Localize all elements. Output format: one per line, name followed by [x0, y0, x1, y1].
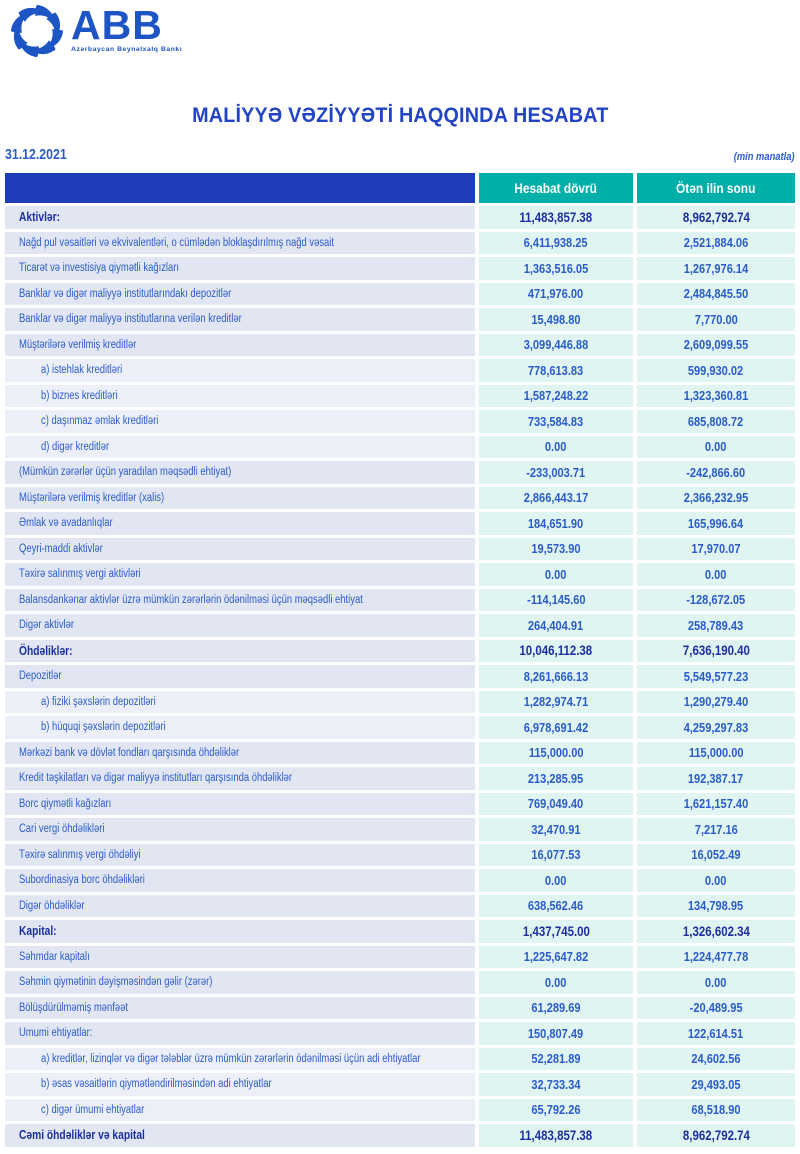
row-value-previous	[637, 334, 795, 357]
row-value-current-text: 65,792.26	[531, 1102, 581, 1118]
row-value-previous-text: 1,326,602.34	[682, 923, 750, 939]
row-label: c) digər ümumi ehtiyatlar	[41, 1103, 145, 1116]
row-value-current-text: 0.00	[545, 439, 567, 455]
report-date	[5, 147, 78, 163]
row-value-previous-text: 0.00	[705, 566, 727, 582]
row-value-previous-text: 1,621,157.40	[683, 796, 749, 812]
row-value-current-text: -233,003.71	[526, 464, 586, 480]
abb-logo-text	[71, 2, 182, 53]
row-label-cell	[5, 563, 475, 586]
row-value-previous-text: 2,521,884.06	[683, 235, 749, 251]
row-label-cell	[5, 997, 475, 1020]
column-header-previous-year-end	[637, 173, 795, 203]
report-date-text: 31.12.2021	[5, 147, 67, 163]
row-label-cell	[5, 461, 475, 484]
row-value-current-text: 1,225,647.82	[523, 949, 589, 965]
row-value-current-text: 19,573.90	[531, 541, 581, 557]
abb-wordmark: ABB	[71, 2, 163, 48]
row-value-current	[479, 410, 633, 433]
row-value-previous-text: 7,217.16	[694, 821, 738, 837]
row-value-previous	[637, 461, 795, 484]
row-label-cell	[5, 767, 475, 790]
row-label: d) digər kreditlər	[41, 440, 110, 453]
row-value-previous-text: 134,798.95	[688, 898, 744, 914]
row-label: Subordinasiya borc öhdəlikləri	[19, 874, 145, 887]
row-label-cell	[5, 487, 475, 510]
row-value-current	[479, 487, 633, 510]
table-header-spacer	[5, 173, 475, 203]
row-label-cell	[5, 385, 475, 408]
row-label: Digər aktivlər	[19, 619, 75, 632]
row-value-previous-text: 2,366,232.95	[683, 490, 749, 506]
row-value-current-text: 213,285.95	[528, 770, 584, 786]
row-value-previous	[637, 385, 795, 408]
row-value-current	[479, 461, 633, 484]
abb-pinwheel-icon	[8, 2, 66, 60]
row-value-current	[479, 512, 633, 535]
row-label-cell	[5, 436, 475, 459]
row-value-previous-text: 1,267,976.14	[683, 260, 749, 276]
row-value-previous-text: 8,962,792.74	[682, 209, 750, 225]
row-value-previous	[637, 614, 795, 637]
row-value-current-text: 733,584.83	[528, 413, 584, 429]
row-value-previous-text: -128,672.05	[686, 592, 746, 608]
row-value-current-text: 15,498.80	[531, 311, 581, 327]
row-value-current	[479, 589, 633, 612]
row-value-previous-text: -242,866.60	[686, 464, 746, 480]
row-label: Ümumi ehtiyatlar:	[19, 1027, 93, 1040]
abb-subtitle: Azərbaycan Beynəlxalq Bankı	[71, 45, 183, 53]
row-value-current	[479, 308, 633, 331]
row-value-current	[479, 895, 633, 918]
row-value-previous	[637, 359, 795, 382]
row-value-previous	[637, 742, 795, 765]
row-label: a) kreditlər, lizinqlər və digər tələblər üzrə mümkün zərərlərin ödənilməsi üçün adi ehtiyatlar	[41, 1052, 421, 1065]
row-value-previous	[637, 895, 795, 918]
row-value-previous	[637, 1048, 795, 1071]
row-label-cell	[5, 257, 475, 280]
row-value-current	[479, 1124, 633, 1147]
row-value-previous	[637, 1124, 795, 1147]
row-value-previous	[637, 487, 795, 510]
row-label: (Mümkün zərərlər üçün yaradılan məqsədli ehtiyat)	[19, 466, 232, 479]
row-label: Təxirə salınmış vergi öhdəliyi	[19, 848, 141, 861]
row-value-current-text: 1,282,974.71	[523, 694, 589, 710]
row-value-current	[479, 665, 633, 688]
row-value-previous-text: 68,518.90	[691, 1102, 741, 1118]
row-label-cell	[5, 206, 475, 229]
row-label-cell	[5, 895, 475, 918]
row-value-previous	[637, 640, 795, 663]
row-value-current-text: 1,363,516.05	[523, 260, 589, 276]
row-value-previous	[637, 971, 795, 994]
row-value-current	[479, 997, 633, 1020]
row-value-current-text: 115,000.00	[528, 745, 584, 761]
row-value-previous	[637, 283, 795, 306]
row-value-previous	[637, 563, 795, 586]
row-label-cell	[5, 538, 475, 561]
row-value-previous-text: 29,493.05	[691, 1076, 741, 1092]
row-value-previous	[637, 793, 795, 816]
row-value-current	[479, 1048, 633, 1071]
row-label-cell	[5, 1073, 475, 1096]
row-value-current-text: 32,470.91	[531, 821, 581, 837]
row-value-previous	[637, 818, 795, 841]
row-value-previous	[637, 257, 795, 280]
row-value-current-text: 778,613.83	[528, 362, 584, 378]
row-value-current	[479, 742, 633, 765]
row-value-current	[479, 257, 633, 280]
row-value-current-text: 150,807.49	[528, 1025, 584, 1041]
row-value-previous-text: 1,290,279.40	[683, 694, 749, 710]
row-value-previous	[637, 869, 795, 892]
row-label: Digər öhdəliklər	[19, 899, 85, 912]
row-value-current	[479, 1099, 633, 1122]
row-label: Balansdankənar aktivlər üzrə mümkün zərərlərin ödənilməsi üçün məqsədli ehtiyat	[19, 593, 363, 606]
row-value-current	[479, 206, 633, 229]
row-label: a) istehlak kreditləri	[41, 364, 123, 377]
row-value-current	[479, 436, 633, 459]
row-value-previous-text: 1,224,477.78	[683, 949, 749, 965]
row-label: b) biznes kreditləri	[41, 389, 118, 402]
row-label: Öhdəliklər:	[19, 643, 73, 658]
row-value-current	[479, 946, 633, 969]
row-value-current	[479, 691, 633, 714]
row-value-current	[479, 971, 633, 994]
row-value-current	[479, 385, 633, 408]
row-value-previous-text: 685,808.72	[688, 413, 744, 429]
row-value-previous	[637, 410, 795, 433]
row-label-cell	[5, 691, 475, 714]
row-value-previous	[637, 767, 795, 790]
row-value-current	[479, 563, 633, 586]
row-value-current-text: 471,976.00	[528, 286, 584, 302]
row-label-cell	[5, 614, 475, 637]
row-label-cell	[5, 818, 475, 841]
row-value-current	[479, 538, 633, 561]
row-value-previous	[637, 1073, 795, 1096]
row-value-current	[479, 359, 633, 382]
row-value-current	[479, 283, 633, 306]
column-header-current-period	[479, 173, 633, 203]
row-value-previous-text: 0.00	[705, 439, 727, 455]
row-value-current-text: 1,587,248.22	[523, 388, 589, 404]
row-value-current-text: 61,289.69	[531, 1000, 581, 1016]
row-label: Səhmdar kapitalı	[19, 950, 90, 963]
row-label-cell	[5, 971, 475, 994]
row-label: Müştərilərə verilmiş kreditlər	[19, 338, 137, 351]
row-value-current-text: 0.00	[545, 872, 567, 888]
balance-table	[5, 173, 795, 1147]
row-label: a) fiziki şəxslərin depozitləri	[41, 695, 156, 708]
row-label-cell	[5, 308, 475, 331]
report-title-text: MALİYYƏ VƏZİYYƏTİ HAQQINDA HESABAT	[191, 103, 609, 127]
row-value-current-text: 2,866,443.17	[523, 490, 589, 506]
row-value-previous	[637, 920, 795, 943]
unit-note	[723, 151, 795, 163]
row-label: b) hüquqi şəxslərin depozitləri	[41, 721, 166, 734]
row-value-previous-text: 2,484,845.50	[683, 286, 749, 302]
row-value-current	[479, 1073, 633, 1096]
row-value-previous	[637, 232, 795, 255]
row-value-previous	[637, 538, 795, 561]
row-value-current-text: -114,145.60	[526, 592, 586, 608]
row-label-cell	[5, 232, 475, 255]
report-title	[0, 103, 800, 128]
row-label-cell	[5, 1124, 475, 1147]
row-value-current-text: 769,049.40	[528, 796, 584, 812]
row-value-previous	[637, 436, 795, 459]
row-label-cell	[5, 1022, 475, 1045]
row-label: b) əsas vəsaitlərin qiymətləndirilməsindən adi ehtiyatlar	[41, 1078, 272, 1091]
row-value-current-text: 1,437,745.00	[522, 923, 590, 939]
row-label-cell	[5, 793, 475, 816]
row-value-previous-text: 5,549,577.23	[683, 668, 749, 684]
row-value-current-text: 0.00	[545, 566, 567, 582]
row-label: Kapital:	[19, 924, 57, 939]
row-value-previous	[637, 844, 795, 867]
row-label: Müştərilərə verilmiş kreditlər (xalis)	[19, 491, 165, 504]
unit-note-text: (min manatla)	[734, 151, 795, 163]
row-value-current-text: 52,281.89	[531, 1051, 581, 1067]
row-label-cell	[5, 869, 475, 892]
row-value-previous-text: 16,052.49	[691, 847, 741, 863]
row-label-cell	[5, 742, 475, 765]
row-value-previous	[637, 512, 795, 535]
row-label: Nağd pul vəsaitləri və ekvivalentləri, o cümlədən bloklaşdırılmış nağd vəsait	[19, 236, 335, 249]
row-label-cell	[5, 410, 475, 433]
row-value-previous-text: 2,609,099.55	[683, 337, 749, 353]
row-label: Aktivlər:	[19, 210, 61, 225]
row-label-cell	[5, 1099, 475, 1122]
row-value-previous-text: 115,000.00	[688, 745, 744, 761]
row-value-current-text: 6,978,691.42	[523, 719, 589, 735]
row-value-current-text: 0.00	[545, 974, 567, 990]
column-header-current-period-text: Hesabat dövrü	[514, 180, 598, 196]
row-label-cell	[5, 1048, 475, 1071]
row-label-cell	[5, 946, 475, 969]
row-label-cell	[5, 512, 475, 535]
row-label-cell	[5, 844, 475, 867]
row-value-previous	[637, 308, 795, 331]
row-value-current	[479, 767, 633, 790]
row-label-cell	[5, 283, 475, 306]
row-value-previous-text: 8,962,792.74	[682, 1127, 750, 1143]
row-label: Səhmin qiymətinin dəyişməsindən gəlir (zərər)	[19, 976, 213, 989]
row-label: Borc qiymətli kağızları	[19, 797, 112, 810]
row-value-current-text: 184,651.90	[528, 515, 584, 531]
meta-row	[5, 147, 795, 163]
row-value-previous-text: 0.00	[705, 872, 727, 888]
row-value-previous	[637, 1022, 795, 1045]
row-value-previous	[637, 691, 795, 714]
row-value-current	[479, 1022, 633, 1045]
row-value-current	[479, 614, 633, 637]
row-label: Cəmi öhdəliklər və kapital	[19, 1128, 145, 1143]
row-label: Ticarət və investisiya qiymətli kağızları	[19, 262, 180, 275]
row-value-previous-text: 17,970.07	[691, 541, 741, 557]
row-value-current-text: 11,483,857.38	[519, 1127, 593, 1143]
row-value-previous-text: 192,387.17	[688, 770, 744, 786]
abb-logo	[8, 2, 182, 60]
row-label-cell	[5, 716, 475, 739]
row-label: Əmlak və avadanlıqlar	[19, 517, 113, 530]
row-label-cell	[5, 589, 475, 612]
row-value-current-text: 10,046,112.38	[519, 643, 593, 659]
row-label: Bölüşdürülməmiş mənfəət	[19, 1001, 129, 1014]
row-value-previous-text: 4,259,297.83	[683, 719, 749, 735]
row-value-current	[479, 844, 633, 867]
row-value-current	[479, 869, 633, 892]
row-label: Mərkəzi bank və dövlət fondları qarşısında öhdəliklər	[19, 746, 240, 759]
column-header-previous-year-end-text: Ötən ilin sonu	[676, 180, 756, 196]
row-value-current	[479, 818, 633, 841]
row-value-current	[479, 920, 633, 943]
row-value-previous-text: 7,770.00	[694, 311, 738, 327]
row-value-previous	[637, 206, 795, 229]
row-value-previous-text: 0.00	[705, 974, 727, 990]
row-label: Təxirə salınmış vergi aktivləri	[19, 568, 141, 581]
row-value-current-text: 8,261,666.13	[523, 668, 589, 684]
row-value-current-text: 11,483,857.38	[519, 209, 593, 225]
row-value-current	[479, 640, 633, 663]
row-value-previous	[637, 946, 795, 969]
row-value-current-text: 3,099,446.88	[523, 337, 589, 353]
row-value-current	[479, 793, 633, 816]
row-value-previous-text: 122,614.51	[688, 1025, 744, 1041]
row-value-previous	[637, 589, 795, 612]
row-value-previous	[637, 1099, 795, 1122]
row-label: c) daşınmaz əmlak kreditləri	[41, 415, 159, 428]
row-value-previous-text: 24,602.56	[691, 1051, 741, 1067]
row-value-current	[479, 232, 633, 255]
row-label-cell	[5, 359, 475, 382]
row-value-previous-text: 258,789.43	[688, 617, 744, 633]
row-value-current-text: 264,404.91	[528, 617, 584, 633]
row-label-cell	[5, 334, 475, 357]
row-label: Banklar və digər maliyyə institutlarındakı depozitlər	[19, 287, 232, 300]
row-label: Kredit təşkilatları və digər maliyyə institutları qarşısında öhdəliklər	[19, 772, 293, 785]
row-value-previous-text: 1,323,360.81	[683, 388, 749, 404]
row-label: Cari vergi öhdəlikləri	[19, 823, 105, 836]
row-value-previous-text: 165,996.64	[688, 515, 744, 531]
row-label-cell	[5, 665, 475, 688]
row-label: Qeyri-maddi aktivlər	[19, 542, 103, 555]
row-value-current-text: 638,562.46	[528, 898, 584, 914]
row-value-current-text: 6,411,938.25	[524, 235, 588, 251]
row-value-previous-text: -20,489.95	[689, 1000, 743, 1016]
row-label: Banklar və digər maliyyə institutlarına verilən kreditlər	[19, 313, 242, 326]
row-value-previous	[637, 997, 795, 1020]
row-value-previous	[637, 665, 795, 688]
row-label: Depozitlər	[19, 670, 62, 683]
row-value-previous	[637, 716, 795, 739]
row-value-previous-text: 599,930.02	[688, 362, 744, 378]
row-label-cell	[5, 920, 475, 943]
row-value-previous-text: 7,636,190.40	[682, 643, 750, 659]
row-value-current	[479, 334, 633, 357]
row-value-current	[479, 716, 633, 739]
row-label-cell	[5, 640, 475, 663]
row-value-current-text: 32,733.34	[531, 1076, 581, 1092]
row-value-current-text: 16,077.53	[531, 847, 581, 863]
